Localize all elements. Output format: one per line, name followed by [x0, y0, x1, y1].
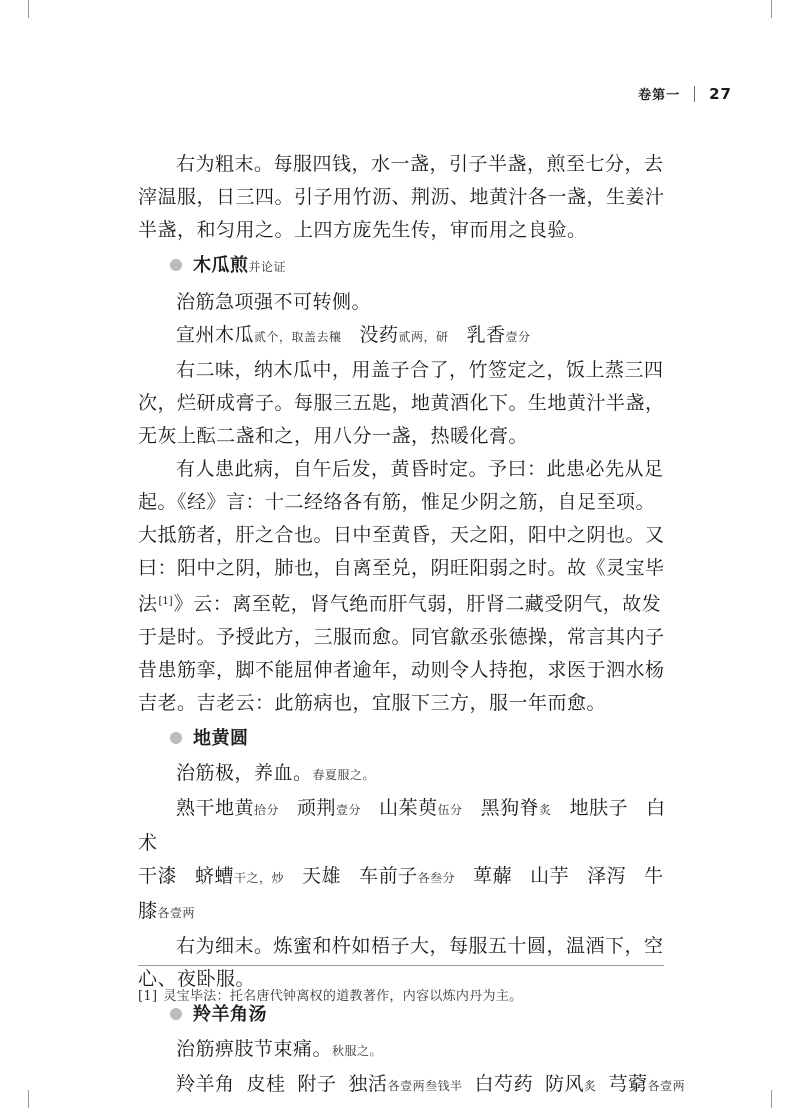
indication-text: 治筋痹肢节束痛。 — [176, 1038, 333, 1060]
indication — [138, 1033, 668, 1068]
ingredient — [481, 797, 552, 819]
ingredient-note: 各壹两叁钱半 — [387, 1079, 463, 1093]
ingredient-name: 黑狗脊 — [480, 797, 540, 819]
ingredient — [379, 797, 463, 819]
crop-mark — [28, 1090, 29, 1108]
recipe-title: 木瓜煎 — [193, 255, 249, 276]
page-number: 27 — [709, 84, 732, 103]
crop-mark — [771, 0, 772, 18]
ingredients-line — [138, 792, 668, 860]
ingredient-name: 山茱萸 — [379, 797, 438, 819]
ingredient-name: 顽荆 — [297, 797, 337, 819]
page-body — [138, 148, 686, 1103]
recipe-heading — [138, 249, 668, 284]
indication-note: 秋服之。 — [332, 1044, 383, 1058]
chapter-title: 卷第一 — [638, 88, 681, 103]
case-text: 有人患此病，自午后发，黄昏时定。予曰：此患必先从足起。《经》言：十二经络各有筋，惟足少阴之筋，自足至项。大抵筋者，肝之合也。日中至黄昏，天之阳，阳中之阴也。又曰：阳中之阴，肺也，自离至兑，阴旺阳弱之时。故《灵宝毕法 — [138, 458, 665, 615]
case-paragraph — [138, 453, 668, 720]
ingredient-name: 干漆 — [138, 865, 178, 887]
ingredient-name: 萆薢 — [473, 865, 513, 887]
ingredient-name: 地肤子 — [569, 797, 629, 819]
footnote-text: 灵宝毕法：托名唐代钟离权的道教著作，内容以炼内丹为主。 — [163, 989, 523, 1004]
indication-note: 春夏服之。 — [312, 768, 376, 782]
ingredient-name: 芎藭 — [608, 1073, 648, 1095]
ingredient-name: 皮桂 — [246, 1073, 286, 1095]
ingredient — [360, 324, 449, 346]
ingredient-note: 炙 — [584, 1079, 597, 1093]
ingredient-note: 贰两，研 — [398, 330, 449, 344]
ingredient — [298, 1073, 337, 1095]
ingredient-name: 宣州木瓜 — [176, 324, 255, 346]
ingredient-name: 泽泻 — [587, 865, 627, 887]
indication — [138, 757, 668, 792]
ingredient-note: 壹分 — [505, 330, 531, 344]
ingredient-note: 干之，炒 — [234, 871, 285, 885]
ingredient-note: 各壹两 — [157, 906, 196, 920]
ingredient — [530, 865, 569, 887]
ingredient — [297, 797, 361, 819]
ingredient-note: 各叁分 — [417, 871, 456, 885]
footnote — [138, 985, 668, 1004]
ingredient-name: 白术 — [138, 797, 666, 854]
ingredient — [570, 797, 629, 819]
footnote-divider — [138, 965, 664, 966]
crop-mark — [28, 0, 29, 18]
ingredient-name: 山芋 — [530, 865, 570, 887]
ingredient — [349, 1073, 463, 1095]
ingredient-name: 车前子 — [359, 865, 418, 887]
recipe-title: 羚羊角汤 — [193, 1004, 267, 1025]
ingredient-name: 没药 — [359, 324, 399, 346]
method: 右为细末。炼蜜和杵如梧子大，每服五十圆，温酒下，空心、夜卧服。 — [138, 935, 664, 990]
ingredient — [587, 865, 626, 887]
ingredient — [473, 865, 512, 887]
footnote-reference[interactable]: [1] — [158, 596, 173, 607]
ingredient-note: 壹分 — [336, 803, 362, 817]
ingredient-name: 防风 — [545, 1073, 585, 1095]
ingredient — [176, 324, 342, 346]
ingredient — [247, 1073, 286, 1095]
ingredient — [545, 1073, 597, 1095]
indication: 治筋急项强不可转侧。 — [176, 291, 372, 313]
ingredient — [302, 865, 341, 887]
recipe-title: 地黄圆 — [193, 728, 249, 749]
ingredient — [195, 865, 284, 887]
ingredient-note: 拾分 — [254, 803, 280, 817]
ingredients-line — [138, 1068, 686, 1103]
ingredient — [467, 324, 531, 346]
bullet-icon — [170, 732, 182, 744]
ingredients-line — [138, 319, 668, 354]
ingredient-name: 附子 — [297, 1073, 337, 1095]
case-text: 》云：离至乾，肾气绝而肝气弱，肝肾二藏受阴气，故发于是时。予授此方，三服而愈。同官歙丞张德操，常言其内子昔患筋挛，脚不能屈伸者逾年，动则令人持抱，求医于泗水杨吉老。吉老云：此筋病也，宜服下三方，服一年而愈。 — [138, 593, 665, 714]
ingredient-name: 乳香 — [466, 324, 506, 346]
ingredients-line — [138, 860, 668, 930]
ingredient-name: 独活 — [348, 1073, 388, 1095]
ingredient — [176, 797, 279, 819]
ingredient — [475, 1073, 534, 1095]
ingredient — [359, 865, 455, 887]
method: 右二味，纳木瓜中，用盖子合了，竹签定之，饭上蒸三四次，烂研成膏子。每服三五匙，地黄酒化下。生地黄汁半盏，无灰上酝二盏和之，用八分一盏，热暖化膏。 — [138, 359, 665, 447]
ingredient-note: 炙 — [539, 803, 552, 817]
ingredient-name: 羚羊角 — [176, 1073, 235, 1095]
running-head — [638, 84, 732, 103]
ingredient — [176, 1073, 235, 1095]
header-divider — [694, 86, 695, 102]
recipe-title-note: 并论证 — [248, 260, 287, 274]
paragraph: 右为粗末。每服四钱，水一盏，引子半盏，煎至七分，去滓温服，日三四。引子用竹沥、荆沥、地黄汁各一盏，生姜汁半盏，和匀用之。上四方庞先生传，审而用之良验。 — [138, 153, 665, 241]
crop-mark — [771, 1090, 772, 1108]
ingredient-name: 熟干地黄 — [176, 797, 255, 819]
ingredient-name: 牛膝 — [138, 865, 664, 922]
footnote-marker: [1] — [138, 989, 158, 1004]
indication-text: 治筋极，养血。 — [176, 762, 313, 784]
ingredient — [609, 1073, 686, 1095]
recipe-heading — [138, 722, 668, 755]
ingredient — [138, 865, 177, 887]
ingredient-name: 白芍药 — [474, 1073, 534, 1095]
ingredient-name: 蛴螬 — [195, 865, 235, 887]
bullet-icon — [170, 1008, 182, 1020]
ingredient-note: 伍分 — [437, 803, 463, 817]
ingredient-note: 各壹两 — [647, 1079, 686, 1093]
ingredient-name: 天雄 — [302, 865, 342, 887]
bullet-icon — [170, 259, 182, 271]
ingredient-note: 贰个，取盖去穰 — [254, 330, 342, 344]
